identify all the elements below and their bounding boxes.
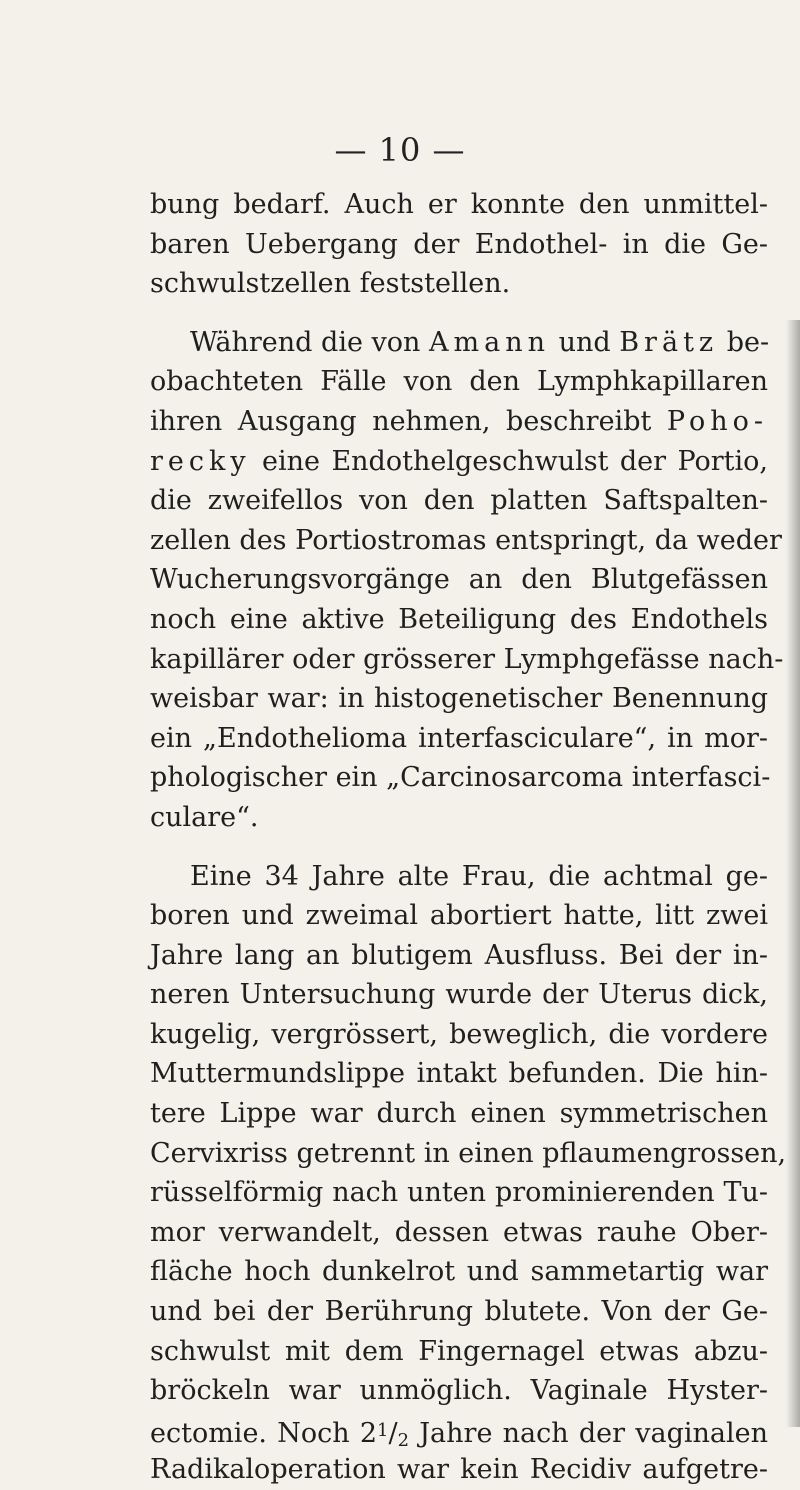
text-line: noch eine aktive Beteiligung des Endothels	[150, 603, 768, 635]
text-line: bröckeln war unmöglich. Vaginale Hyster-	[150, 1375, 768, 1407]
text-line: recky eine Endothelgeschwulst der Portio,	[150, 445, 768, 477]
text-line: Radikaloperation war kein Recidiv aufgetre-	[150, 1454, 768, 1486]
author-name: Brätz	[619, 326, 719, 358]
text-line: tere Lippe war durch einen symmetrischen	[150, 1098, 768, 1130]
text-line: baren Uebergang der Endothel- in die Ge-	[150, 228, 768, 260]
text-line: neren Untersuchung wurde der Uterus dick,	[150, 979, 768, 1011]
text-line: phologischer ein „Carcinosarcoma interfasci-	[150, 762, 771, 794]
text-line: schwulstzellen feststellen.	[150, 268, 511, 300]
text-line: ein „Endothelioma interfasciculare“, in mor-	[150, 722, 768, 754]
author-name: Poho-	[666, 405, 768, 437]
text-line: Während die von Amann und Brätz be-	[190, 326, 770, 358]
text-line: ectomie. Noch $2^1/2$ Jahre nach der vaginalen	[150, 1417, 768, 1451]
text-line: Eine 34 Jahre alte Frau, die achtmal ge-	[190, 860, 768, 892]
page-edge-shadow	[786, 320, 800, 1427]
text-line: kapillärer oder grösserer Lymphgefässe nach-	[150, 643, 784, 675]
author-name: recky	[150, 445, 251, 477]
text-line: obachteten Fälle von den Lymphkapillaren	[150, 366, 768, 398]
text-line: die zweifellos von den platten Saftspalten-	[150, 485, 768, 517]
text-line: kugelig, vergrössert, beweglich, die vordere	[150, 1018, 768, 1050]
page-number: — 10 —	[334, 131, 466, 169]
text-line: fläche hoch dunkelrot und sammetartig war	[150, 1256, 768, 1288]
author-name: Amann	[429, 326, 550, 358]
text-line: Muttermundslippe intakt befunden. Die hin-	[150, 1058, 768, 1090]
text-line: boren und zweimal abortiert hatte, litt zwei	[150, 900, 768, 932]
text-line: culare“.	[150, 801, 259, 833]
text-line: bung bedarf. Auch er konnte den unmittel-	[150, 189, 768, 220]
text-line: und bei der Berührung blutete. Von der Ge-	[150, 1296, 768, 1328]
text-line: Jahre lang an blutigem Ausfluss. Bei der in-	[150, 939, 768, 971]
body-text	[150, 185, 787, 1490]
text-line: zellen des Portiostromas entspringt, da weder	[150, 524, 782, 556]
text-line: ihren Ausgang nehmen, beschreibt Poho-	[150, 405, 768, 437]
text-line: Wucherungsvorgänge an den Blutgefässen	[150, 564, 768, 596]
text-line: Cervixriss getrennt in einen pflaumengrossen,	[150, 1137, 787, 1169]
text-line: rüsselförmig nach unten prominierenden Tu-	[150, 1177, 768, 1209]
text-line: weisbar war: in histogenetischer Benennung	[150, 683, 768, 715]
text-line: mor verwandelt, dessen etwas rauhe Ober-	[150, 1216, 768, 1248]
text-line: schwulst mit dem Fingernagel etwas abzu-	[150, 1335, 768, 1367]
